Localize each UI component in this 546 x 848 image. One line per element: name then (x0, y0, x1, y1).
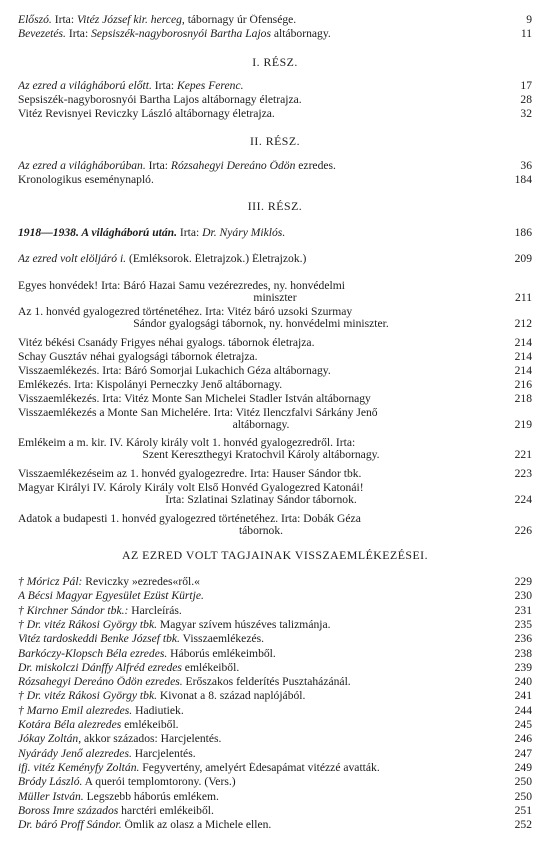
entry-author: Kepes Ferenc. (176, 80, 244, 92)
page-number: 17 (520, 79, 532, 92)
entry-text: tábornagy úr Őfensége. (184, 14, 297, 26)
entry-line-1: Vitéz békési Csanády Frigyes néhai gyalogs. tábornok életrajza. (18, 337, 315, 349)
entry-author: Vitéz József kir. herceg, (76, 14, 185, 26)
entry-text: A querói templomtorony. (Vers.) (82, 776, 236, 789)
entry-line-1: Visszaemlékezés a Monte San Michelére. Irta: Vitéz Ilenczfalvi Sárkány Jenő (18, 407, 378, 419)
entry-author: Bródy László. (18, 776, 83, 789)
page-number: 28 (520, 93, 532, 106)
entry-text: emlékeiből. (181, 661, 240, 674)
page-number: 249 (514, 760, 532, 774)
entry-author: ifj. vitéz Keményfy Zoltán. (18, 761, 140, 774)
entry-text: Hadiutiek. (132, 704, 184, 717)
page-number: 212 (514, 317, 532, 330)
part-heading: I. RÉSZ. (252, 55, 298, 69)
entry-text: Irta: (145, 160, 171, 172)
page-number: 224 (514, 493, 532, 506)
entry-text: Harcleírás. (128, 604, 182, 617)
page-number: 11 (520, 27, 532, 40)
entry-author: Dr. miskolczi Dánffy Alfréd ezredes (18, 661, 182, 674)
page-number: 186 (514, 226, 532, 239)
entry-line-2: tábornok. (238, 525, 284, 537)
entry-line-2: Sándor gyalogsági tábornok, ny. honvédelmi miniszter. (133, 318, 389, 330)
entry-line-2: altábornagy. (232, 419, 290, 431)
part-heading: II. RÉSZ. (249, 134, 301, 148)
page-number: 231 (514, 603, 532, 617)
page-number: 209 (514, 252, 532, 265)
page-number: 216 (514, 378, 532, 391)
page-number: 250 (514, 775, 532, 789)
page-number: 239 (514, 660, 532, 674)
entry-author: Sepsiszék-nagyborosnyói Bartha Lajos (91, 28, 271, 40)
page-number: 245 (514, 718, 532, 731)
entry-author: Boross Imre százados (18, 804, 119, 817)
entry-text: Vitéz Revisnyei Reviczky László altábornagy életrajza. (18, 108, 275, 120)
entry-text: Ömlik az olasz a Michele ellen. (121, 819, 272, 832)
entry-author: Rózsahegyi Dereáno Ödön ezredes. (18, 676, 183, 689)
entry-text: Irta: (65, 28, 92, 40)
entry-author: † Móricz Pál: (18, 576, 83, 588)
entry-title: Előszó. (18, 14, 52, 26)
entry-title: Az ezred a világháború előtt. (18, 80, 152, 92)
page-number: 229 (514, 575, 532, 588)
page-number: 244 (514, 703, 532, 717)
page-number: 214 (514, 336, 532, 349)
section-heading: AZ EZRED VOLT TAGJAINAK VISSZAEMLÉKEZÉSEI. (121, 548, 429, 562)
page-number: 235 (514, 617, 532, 631)
entry-author: Vitéz tardoskeddi Benke József tbk. (18, 633, 180, 646)
entry-author: † Kirchner Sándor tbk.: (18, 604, 129, 617)
page-number: 221 (514, 448, 532, 461)
entry-text: harctéri emlékeiből. (118, 804, 214, 817)
entry-line-1: Magyar Királyi IV. Károly Király volt Első Honvéd Gyalogezred Katonái! (18, 482, 364, 494)
page-number: 250 (514, 789, 532, 803)
page-number: 252 (514, 818, 532, 832)
entry-title: Bevezetés. (18, 28, 66, 40)
page-number: 246 (514, 732, 532, 746)
page-number: 236 (514, 632, 532, 646)
page-number: 32 (520, 107, 532, 120)
entry-line-2: Szent Kereszthegyi Kratochvil Károly altábornagy. (142, 449, 380, 461)
entry-text: Háborús emlékeimből. (167, 647, 276, 660)
page-number: 251 (514, 803, 532, 817)
entry-author: † Dr. vitéz Rákosi György tbk. (18, 690, 157, 703)
entry-author: Kotára Béla alezredes (18, 719, 122, 731)
page-number: 240 (514, 675, 532, 689)
part-heading: III. RÉSZ. (247, 199, 303, 213)
entry-text: Erőszakos felderítés Pusztaházánál. (182, 676, 351, 689)
page-number: 184 (514, 173, 532, 186)
entry-text: akkor százados: Harcjelentés. (81, 733, 222, 746)
page-number: 211 (515, 291, 532, 304)
entry-author: Rózsahegyi Dereáno Ödön (170, 160, 296, 172)
entry-text: Visszaemlékezés. (179, 633, 265, 646)
entry-line-1: Az 1. honvéd gyalogezred történetéhez. Irta: Vitéz báró uzsoki Szurmay (18, 306, 353, 318)
entry-text: ezredes. (295, 160, 336, 172)
entry-author: Dr. báró Proff Sándor. (18, 819, 122, 832)
page-number: 226 (514, 524, 532, 537)
entry-line-1: Visszaemlékezés. Irta: Vitéz Monte San Michelei Stadler István altábornagy (18, 393, 371, 405)
entry-author: † Dr. vitéz Rákosi György tbk. (18, 618, 157, 631)
page-number: 218 (514, 392, 532, 405)
entry-author: Barkóczy-Klopsch Béla ezredes. (18, 647, 168, 660)
entry-text: Kronologikus eseménynapló. (18, 174, 154, 186)
entry-text: Irta: (151, 80, 177, 92)
entry-author: † Marno Emil alezredes. (18, 704, 133, 717)
page-number: 247 (514, 746, 532, 760)
entry-author: Müller István. (18, 790, 84, 803)
page-number: 219 (514, 418, 532, 431)
entry-text: Irta: (51, 14, 77, 26)
entry-line-2: miniszter (253, 292, 297, 304)
entry-author: A Bécsi Magyar Egyesület Ezüst Kürtje. (18, 590, 204, 603)
entry-title: Az ezred a világháborúban. (18, 160, 146, 172)
entry-line-1: Emlékezés. Irta: Kispolányi Perneczky Jenő altábornagy. (18, 379, 283, 391)
entry-line-1: Schay Gusztáv néhai gyalogsági tábornok életrajza. (18, 351, 258, 363)
entry-text: Irta: (177, 227, 203, 239)
page-number: 9 (526, 13, 532, 26)
entry-line-1: Visszaemlékezéseim az 1. honvéd gyalogezredre. Irta: Hauser Sándor tbk. (18, 468, 362, 480)
entry-text: (Emléksorok. Életrajzok.) Életrajzok.) (126, 253, 307, 265)
entry-text: Kivonat a 8. század naplójából. (157, 690, 306, 703)
page-number: 36 (520, 159, 532, 172)
page-number: 230 (514, 589, 532, 603)
page-number: 241 (514, 689, 532, 703)
entry-title: 1918—1938. A világháború után. (18, 227, 178, 239)
entry-line-1: Visszaemlékezés. Irta: Báró Somorjai Lukachich Géza altábornagy. (18, 365, 331, 377)
page-number: 214 (514, 350, 532, 363)
entry-text: Legszebb háborús emlékem. (83, 790, 219, 803)
entry-title: Az ezred volt elöljáró i. (18, 253, 127, 265)
entry-text: Fegyvertény, amelyért Édesapámat vitézzé avatták. (139, 761, 380, 774)
entry-line-2: Irta: Szlatinai Szlatinay Sándor tábornok. (165, 494, 357, 506)
page-number: 214 (514, 364, 532, 377)
entry-text: Reviczky »ezredes«ről.« (82, 576, 200, 588)
entry-text: emlékeiből. (121, 719, 179, 731)
entry-line-1: Emlékeim a m. kir. IV. Károly király volt 1. honvéd gyalogezredről. Irta: (18, 437, 356, 449)
entry-text: Harcjelentés. (131, 747, 196, 760)
entry-author: Jókay Zoltán, (18, 733, 82, 746)
entry-author: Dr. Nyáry Miklós. (202, 227, 286, 239)
entry-line-1: Adatok a budapesti 1. honvéd gyalogezred történetéhez. Irta: Dobák Géza (18, 513, 361, 525)
entry-text: Magyar szívem húszéves talizmánja. (157, 618, 331, 631)
entry-author: Nyárády Jenő alezredes. (18, 747, 132, 760)
entry-text: Sepsiszék-nagyborosnyói Bartha Lajos altábornagy életrajza. (18, 94, 302, 106)
page-number: 238 (514, 646, 532, 660)
entry-line-1: Egyes honvédek! Irta: Báró Hazai Samu vezérezredes, ny. honvédelmi (18, 280, 345, 292)
page-number: 223 (514, 467, 532, 480)
entry-text: altábornagy. (271, 28, 331, 40)
